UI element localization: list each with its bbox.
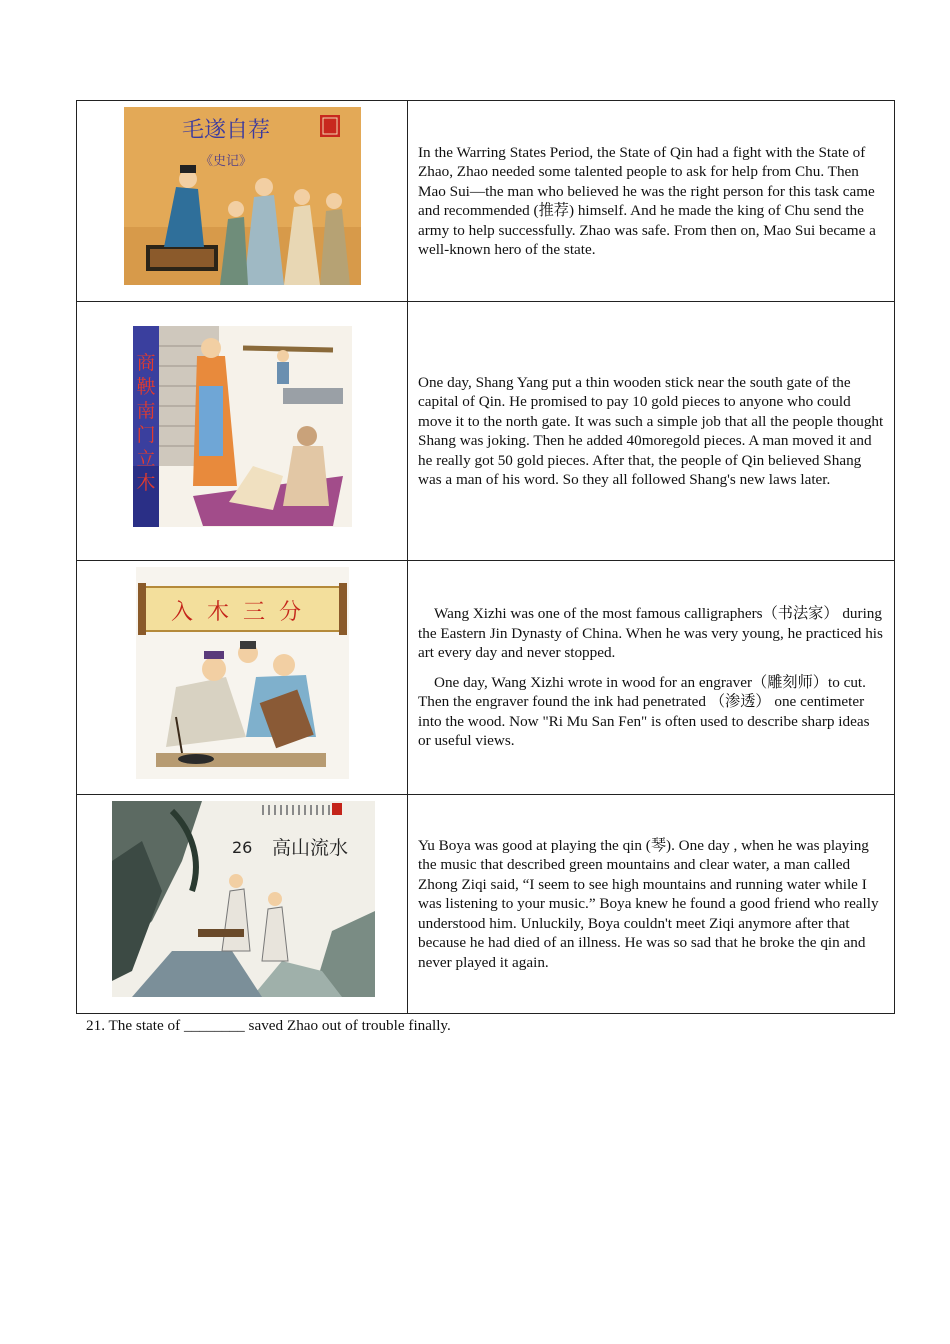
story-text xyxy=(408,561,895,795)
mao-sui-illustration xyxy=(124,107,361,285)
image-cell xyxy=(77,302,408,561)
svg-text:门: 门 xyxy=(136,424,156,446)
yu-boya-illustration xyxy=(112,801,375,997)
svg-text:木: 木 xyxy=(136,472,156,494)
svg-text:商: 商 xyxy=(136,352,156,374)
paragraph: In the Warring States Period, the State of Qin had a fight with the State of Zhao, Zhao needed some talented people to ask for help from Chu. Then Mao Sui—the man who believed he was the right person for this task came and recommended (推荐) himself. And he made the king of Chu send the army to help successfully. Zhao was safe. From then on, Mao Sui became a well-known hero of the state. xyxy=(418,143,876,258)
table-row xyxy=(77,101,895,302)
wang-xizhi-illustration xyxy=(136,567,349,779)
image-cell xyxy=(77,561,408,795)
image-subtitle: 《史记》 xyxy=(199,154,253,169)
story-text xyxy=(408,795,895,1014)
image-cell xyxy=(77,101,408,302)
story-text xyxy=(408,101,895,302)
svg-text:南: 南 xyxy=(136,400,156,422)
image-title: 入木三分 xyxy=(170,600,316,625)
svg-text:鞅: 鞅 xyxy=(136,376,156,398)
table-row xyxy=(77,302,895,561)
image-title: 毛遂自荐 xyxy=(181,118,271,143)
svg-text:立: 立 xyxy=(136,448,156,470)
paragraph: Wang Xizhi was one of the most famous calligraphers（书法家） during the Eastern Jin Dynasty of China. When he was very young, he practiced his art every day and never stopped. xyxy=(418,605,883,662)
image-number: 26 xyxy=(232,838,253,857)
shang-yang-illustration xyxy=(133,326,352,527)
image-title: 高山流水 xyxy=(272,837,349,859)
paragraph: Yu Boya was good at playing the qin (琴). One day , when he was playing the music that described green mountains and clear water, a man called Zhong Ziqi said, “I seem to see high mountains and running water while I was listening to your music.” Boya knew he found a good friend who really understood him. Unluckily, Boya couldn't meet Ziqi anymore after that because he had died of an illness. He was so sad that he broke the qin and never played it again. xyxy=(418,836,879,971)
paragraph: One day, Shang Yang put a thin wooden stick near the south gate of the capital of Qin. He promised to pay 10 gold pieces to anyone who could move it to the north gate. It was such a simple job that all the people thought Shang was joking. Then he added 40moregold pieces. A man moved it and he really got 50 gold pieces. After that, the people of Qin believed Shang was a man of his word. So they all followed Shang's new laws later. xyxy=(418,373,884,488)
story-text xyxy=(408,302,895,561)
story-table xyxy=(76,100,895,1014)
paragraph: One day, Wang Xizhi wrote in wood for an engraver（雕刻师）to cut. Then the engraver found the ink had penetrated （渗透） one centimeter into the wood. Now "Ri Mu San Fen" is often used to describe sharp ideas or useful views. xyxy=(418,673,870,750)
question-21: 21. The state of ________ saved Zhao out of trouble finally. xyxy=(86,1017,451,1034)
table-row xyxy=(77,795,895,1014)
image-cell xyxy=(77,795,408,1014)
table-row xyxy=(77,561,895,795)
